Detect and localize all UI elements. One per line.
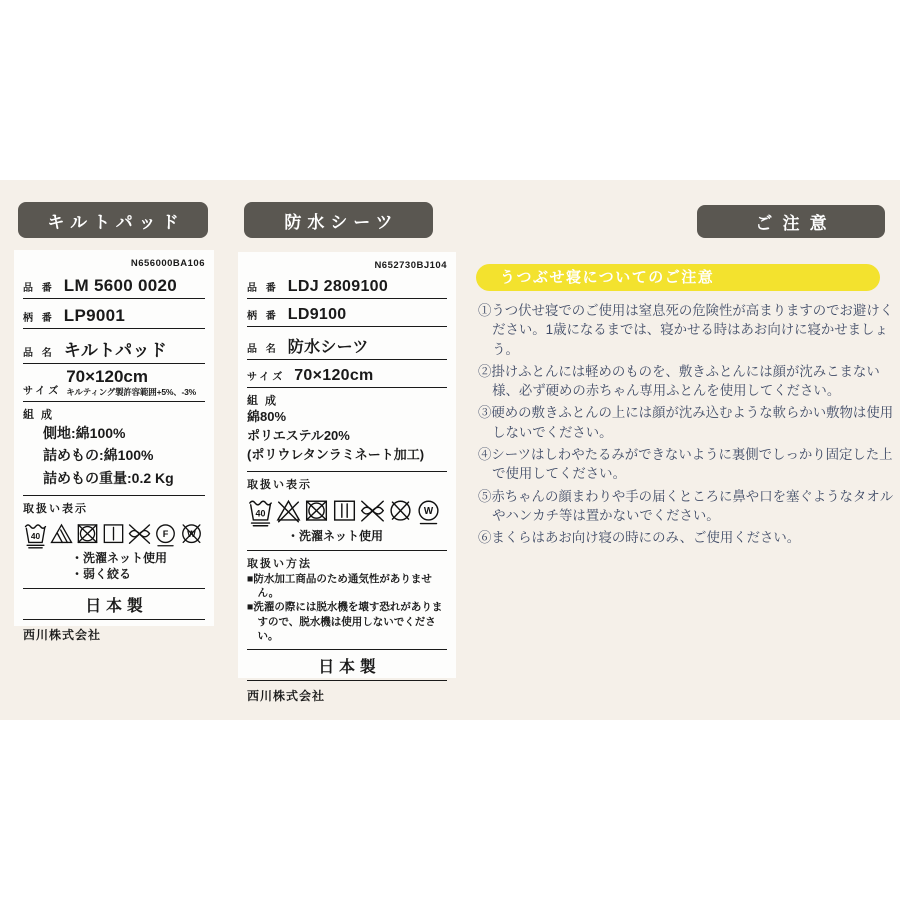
waterproof-composition	[247, 388, 447, 472]
field-value: LP9001	[63, 306, 126, 325]
quilt-pad-field-rows	[23, 269, 205, 364]
field-value: LM 5600 0020	[63, 276, 178, 295]
svg-text:F: F	[162, 529, 169, 540]
waterproof-field-rows	[247, 271, 447, 388]
field-label: サイズ	[247, 372, 286, 383]
no-tumble-dry-icon	[303, 495, 330, 528]
section-header-waterproof-sheet-label: 防水シーツ	[284, 212, 399, 232]
field-row	[247, 271, 447, 299]
svg-text:W: W	[187, 529, 196, 540]
prone-sleeping-caution-banner	[476, 264, 880, 291]
no-bleach-icon	[275, 495, 302, 528]
handling-lines	[247, 572, 447, 643]
field-value: 防水シーツ	[287, 339, 369, 356]
section-header-caution-label: ご注意	[755, 214, 837, 233]
caution-note: ①うつ伏せ寝でのご使用は窒息死の危険性が高まりますのでお避けください。1歳になるまでは、寝かせる時はあお向けに寝かせましょう。	[478, 303, 894, 357]
composition-lines	[247, 408, 447, 465]
size-tolerance-note: キルティング製許容範囲+5%、-3%	[66, 386, 197, 397]
company-name: 西川株式会社	[247, 688, 326, 703]
care-notes	[71, 551, 205, 582]
field-row	[23, 299, 205, 329]
care-notes	[287, 529, 447, 545]
text-line: (ポリウレタンラミネート加工)	[247, 446, 425, 462]
section-header-quilt-pad	[18, 202, 208, 238]
composition-title: 組 成	[23, 408, 55, 421]
text-line: 側地:綿100%	[43, 424, 126, 441]
wash-40-very-gentle-icon	[247, 495, 274, 528]
waterproof-care	[247, 472, 447, 552]
field-label: 柄 番	[247, 311, 279, 322]
quilt-pad-label	[14, 250, 214, 643]
text-line: ・弱く絞る	[71, 566, 132, 581]
care-symbols-row	[247, 495, 447, 528]
field-row	[247, 360, 447, 388]
field-label: 品 名	[23, 348, 55, 359]
text-line: ・洗濯ネット使用	[287, 528, 384, 543]
no-wring-icon	[359, 495, 386, 528]
text-line: ・洗濯ネット使用	[71, 551, 168, 566]
field-value: LDJ 2809100	[287, 278, 389, 295]
section-header-waterproof-sheet	[244, 202, 433, 238]
size-value-block	[66, 368, 196, 398]
wash-40-very-gentle-icon	[23, 519, 48, 550]
care-symbols-row	[23, 519, 205, 550]
field-value: キルトパッド	[63, 341, 168, 360]
wet-clean-gentle-icon	[415, 495, 442, 528]
field-label: 柄 番	[23, 313, 55, 324]
text-line: ■防水加工商品のため通気性がありません。	[247, 573, 432, 600]
svg-text:40: 40	[255, 507, 266, 518]
composition-title: 組 成	[247, 395, 279, 407]
care-title: 取扱い表示	[23, 503, 88, 516]
made-in-japan-label: 日本製	[23, 589, 205, 620]
field-row	[23, 329, 205, 364]
drip-dry-icon	[331, 495, 358, 528]
composition-lines	[23, 422, 205, 489]
field-row	[247, 299, 447, 327]
caution-note: ④シーツはしわやたるみができないように裏側でしっかり固定した上で使用してください。	[478, 447, 893, 482]
field-row	[23, 269, 205, 299]
quilt-pad-lot-code: N656000BA106	[130, 258, 205, 269]
size-label: サイズ	[23, 385, 62, 397]
size-value: 70×120cm	[66, 367, 148, 386]
svg-text:40: 40	[30, 531, 41, 542]
quilt-pad-care	[23, 496, 205, 589]
field-label: 品 名	[247, 344, 279, 355]
dry-clean-F-gentle-icon	[153, 519, 178, 550]
quilt-pad-size-row	[23, 364, 205, 402]
field-label: 品 番	[23, 283, 55, 294]
section-header-caution	[697, 205, 885, 238]
field-value: LD9100	[287, 306, 347, 323]
field-value: 70×120cm	[294, 367, 374, 384]
waterproof-handling	[247, 551, 447, 650]
handling-title: 取扱い方法	[247, 558, 312, 571]
care-title: 取扱い表示	[247, 478, 312, 491]
caution-note: ②掛けふとんには軽めのものを、敷きふとんには顔が沈みこまない様、必ず硬めの赤ちゃん専用ふとんを使用してください。	[478, 363, 880, 399]
text-line: 綿80%	[247, 409, 287, 424]
waterproof-lot-code: N652730BJ104	[374, 260, 447, 271]
text-line: ポリエステル20%	[247, 427, 350, 443]
no-wring-icon	[127, 519, 152, 550]
svg-text:W: W	[423, 505, 434, 517]
caution-note: ⑥まくらはあお向け寝の時にのみ、ご使用ください。	[478, 530, 801, 546]
company-name: 西川株式会社	[23, 628, 102, 643]
field-row	[247, 327, 447, 360]
no-wet-clean-icon	[179, 519, 204, 550]
no-tumble-dry-icon	[75, 519, 100, 550]
text-line: 詰めもの:綿100%	[43, 447, 154, 464]
caution-note: ③硬めの敷きふとんの上には顔が沈み込むような軟らかい敷物は使用しないでください。	[478, 405, 894, 440]
made-in-japan-label: 日本製	[247, 650, 447, 681]
waterproof-sheet-label	[238, 252, 456, 703]
caution-note: ⑤赤ちゃんの顔まわりや手の届くところに鼻や口を塞ぐようなタオルやハンカチ等は置かないでください。	[478, 488, 894, 523]
text-line: 詰めもの重量:0.2 Kg	[43, 469, 174, 486]
field-label: 品 番	[247, 283, 279, 294]
caution-notes-list	[478, 301, 894, 551]
text-line: ■洗濯の際には脱水機を壊す恐れがありますので、脱水機は使用しないでください。	[247, 601, 443, 642]
oxygen-bleach-only-icon	[49, 519, 74, 550]
no-dry-clean-icon	[387, 495, 414, 528]
line-dry-icon	[101, 519, 126, 550]
quilt-pad-composition	[23, 402, 205, 496]
section-header-quilt-pad-label: キルトパッド	[47, 212, 185, 232]
caution-banner-text: うつぶせ寝についてのご注意	[500, 269, 715, 286]
